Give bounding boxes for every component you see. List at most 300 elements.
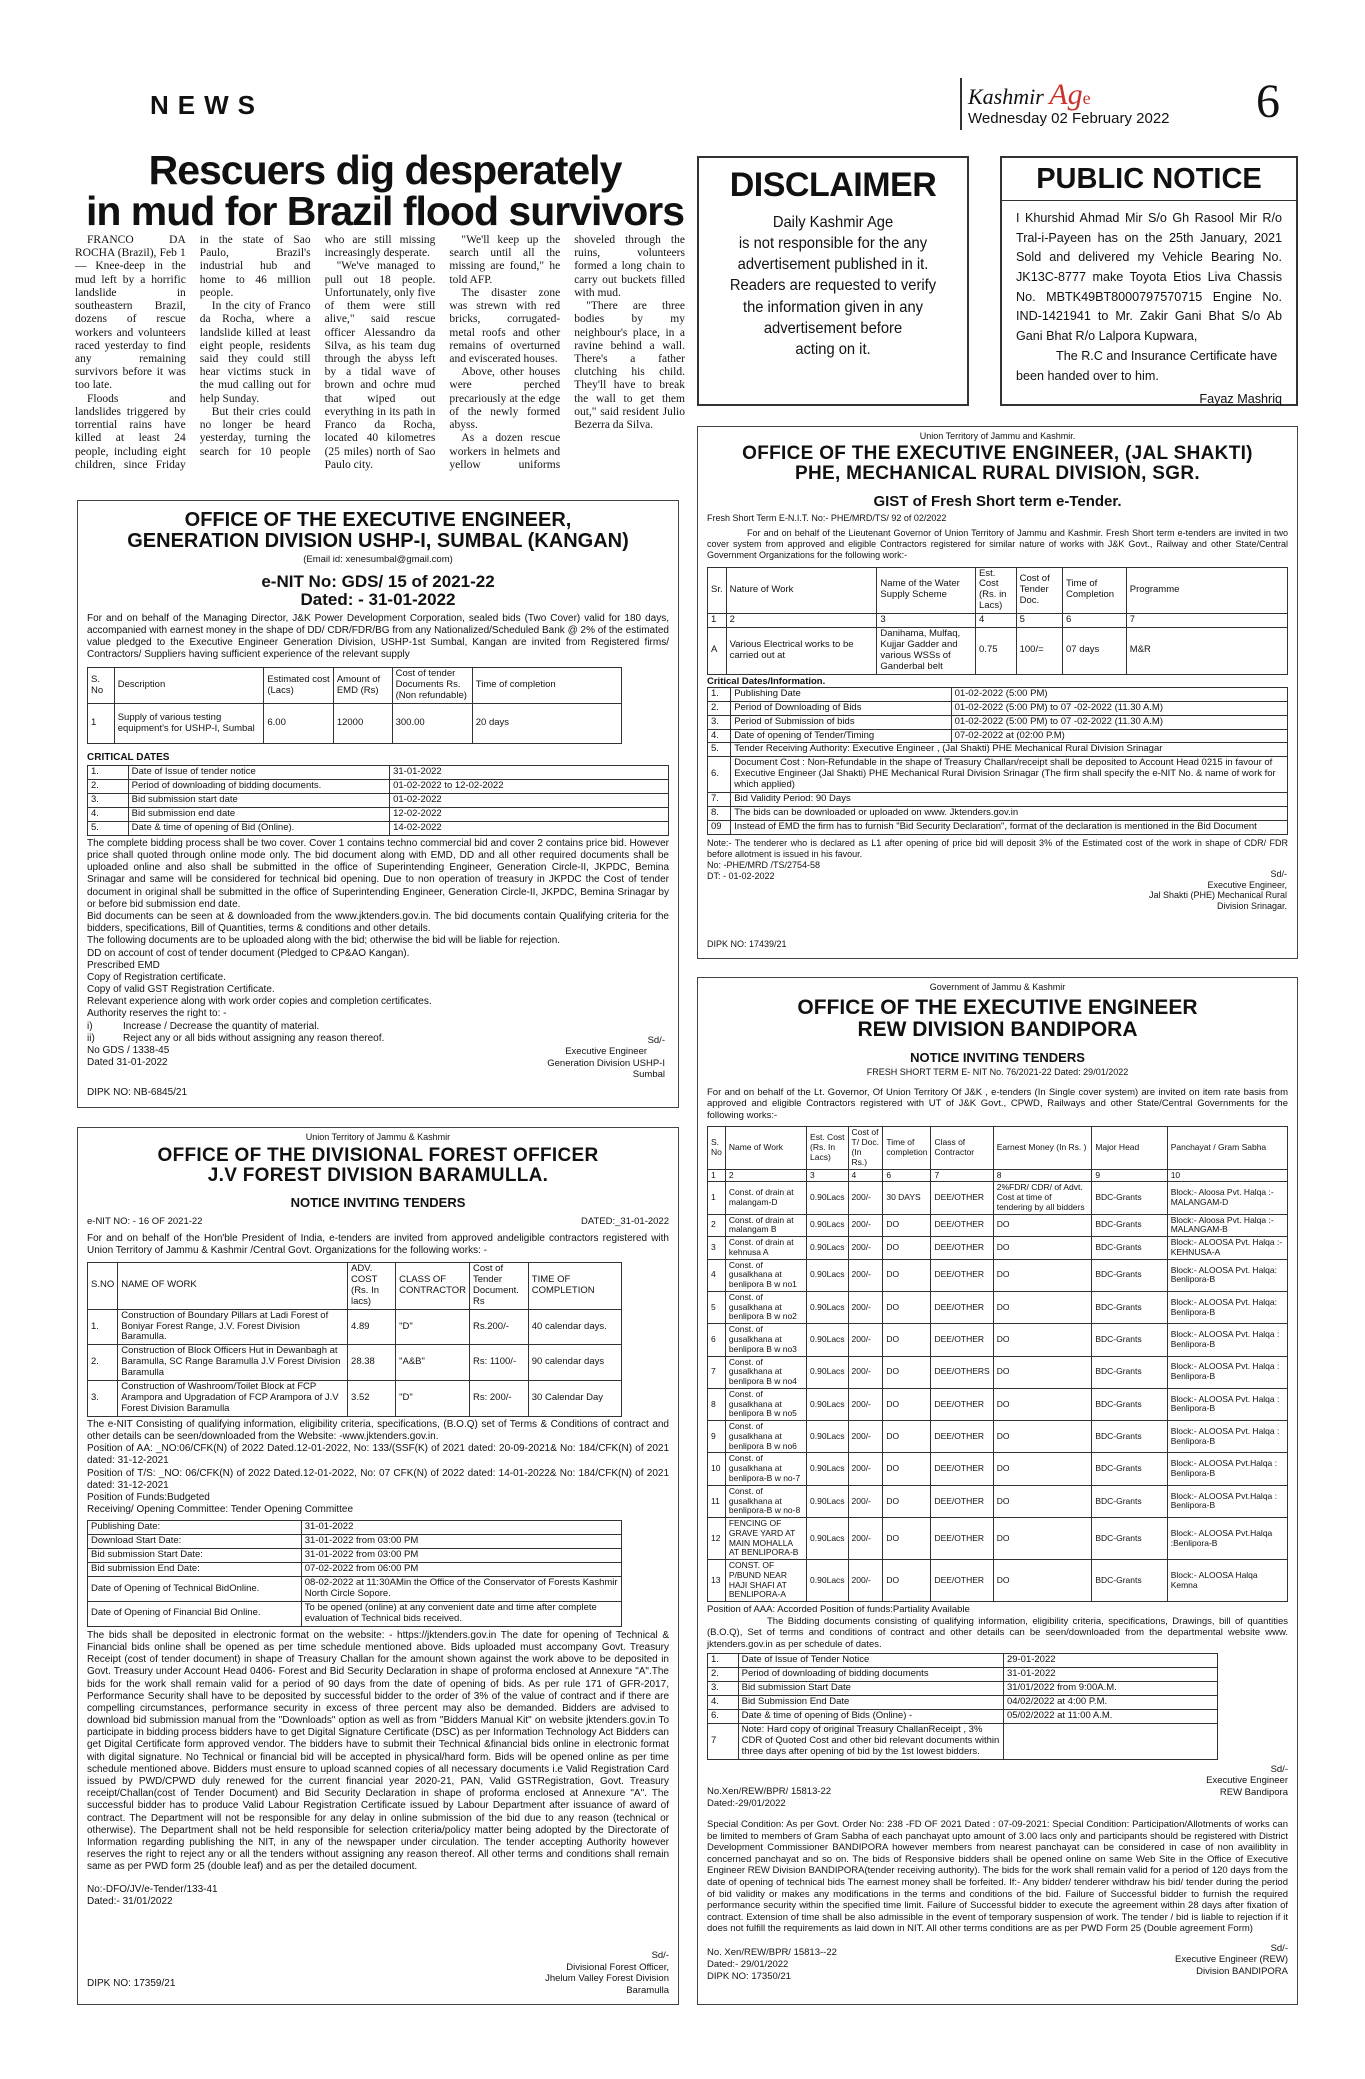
signature-line: Executive Engineer (565, 1046, 648, 1058)
table-header: Class of Contractor (931, 1127, 993, 1169)
table-cell: BDC-Grants (1092, 1214, 1167, 1237)
forest-title-1: OFFICE OF THE DIVISIONAL FOREST OFFICER (157, 1145, 599, 1166)
jalshakti-title-2: PHE, MECHANICAL RURAL DIVISION, SGR. (795, 462, 1200, 484)
forest-nit-title: NOTICE INVITING TENDERS (290, 1194, 466, 1210)
sumbal-work-table (87, 667, 622, 744)
rew-position: Position of AAA: Accorded Position of funds:Partiality Available (707, 1604, 970, 1616)
table-header: Time of Completion (1063, 567, 1127, 614)
table-cell: 7 (708, 1356, 726, 1388)
table-cell: Const. of gusalkhana at benlipora-B w no-7 (725, 1453, 806, 1485)
table-row (88, 1563, 622, 1577)
article-paragraph: The disaster zone was strewn with red bricks, corrugated-metal roofs and other remains of overturned and eviscerated houses. (449, 286, 561, 365)
table-cell: Block:- ALOOSA Pvt. Halqa: Benlipora-B (1167, 1291, 1287, 1323)
table-cell: 200/- (848, 1421, 883, 1453)
table-cell: 1 (88, 704, 115, 744)
table-cell: Bid Submission End Date (738, 1696, 1003, 1710)
table-header: Nature of Work (726, 567, 877, 614)
table-header: ADV. COST (Rs. In lacs) (348, 1262, 396, 1309)
table-cell: Download Start Date: (88, 1535, 302, 1549)
table-cell: BDC-Grants (1092, 1485, 1167, 1517)
table-cell: 0.90Lacs (807, 1356, 849, 1388)
sumbal-doc-line: Prescribed EMD (87, 959, 160, 971)
rew-work-table (707, 1126, 1288, 1602)
table-cell: DO (993, 1485, 1092, 1517)
table-cell: BDC-Grants (1092, 1560, 1167, 1602)
table-cell: 30 Calendar Day (528, 1381, 622, 1417)
table-cell: "D" (396, 1381, 470, 1417)
table-cell: DO (883, 1214, 931, 1237)
jalshakti-critical-label: Critical Dates/Information. (707, 675, 826, 687)
table-cell: BDC-Grants (1092, 1182, 1167, 1214)
table-row (708, 1356, 1288, 1388)
forest-text: Position of Funds:Budgeted (87, 1492, 210, 1503)
table-cell: Block:- ALOOSA Pvt. Halqa : Benlipora-B (1167, 1421, 1287, 1453)
signature-line: Executive Engineer, (1207, 879, 1287, 890)
disclaimer-line: the information given in any (742, 298, 924, 316)
table-cell: 29-01-2022 (1003, 1654, 1217, 1668)
table-cell: 0.90Lacs (807, 1453, 849, 1485)
table-cell: 5 (708, 1291, 726, 1323)
table-cell: Supply of various testing equipment's for USHP-I, Sumbal (114, 704, 264, 744)
table-cell: DO (883, 1237, 931, 1260)
table-cell: 07-02-2022 at (02:00 P.M) (951, 729, 1287, 743)
table-cell: Various Electrical works to be carried out at (726, 628, 877, 675)
paper-logo (968, 78, 1091, 112)
table-row (708, 1654, 1218, 1668)
jalshakti-tender-notice (697, 426, 1298, 959)
table-row (708, 701, 1288, 715)
table-cell: 0.90Lacs (807, 1485, 849, 1517)
table-cell: 40 calendar days. (528, 1309, 622, 1345)
disclaimer-box (697, 156, 969, 406)
table-row (708, 1388, 1288, 1420)
table-cell: 8. (708, 807, 731, 821)
table-cell: Rs: 200/- (469, 1381, 528, 1417)
jalshakti-nit: Fresh Short Term E-N.I.T. No:- PHE/MRD/TS/ 92 of 02/2022 (707, 512, 947, 523)
rew-title-2: REW DIVISION BANDIPORA (857, 1018, 1138, 1042)
table-cell: Const. of gusalkhana at benlipora B w no3 (725, 1324, 806, 1356)
forest-signature (545, 1950, 669, 1996)
jalshakti-signature (1149, 869, 1287, 912)
table-cell: 08-02-2022 at 11:30AMin the Office of the Conservator of Forests Kashmir North Circle Sopore. (301, 1577, 622, 1602)
table-cell: BDC-Grants (1092, 1453, 1167, 1485)
table-header: S. No (88, 668, 115, 704)
jalshakti-dipk: DIPK NO: 17439/21 (707, 939, 787, 950)
table-cell: Bid submission Start Date (738, 1682, 1003, 1696)
signature-line: Division Srinagar. (1216, 901, 1287, 912)
table-row (708, 687, 1288, 701)
table-cell: Date of Opening of Technical BidOnline. (88, 1577, 302, 1602)
forest-nit-date: DATED:_31-01-2022 (580, 1215, 669, 1227)
table-cell: Block:- Aloosa Pvt. Halqa :-MALANGAM-D (1167, 1182, 1287, 1214)
sumbal-doc-line: Copy of Registration certificate. (87, 971, 226, 983)
table-cell: M&R (1126, 628, 1287, 675)
forest-ref-no: No:-DFO/JV/e-Tender/133-41 (87, 1883, 218, 1895)
signature-line: Sd/- (1270, 1942, 1288, 1954)
table-cell: Rs.200/- (469, 1309, 528, 1345)
rew-footer (707, 1942, 1288, 1991)
table-cell: 1. (88, 1309, 118, 1345)
public-notice-title: PUBLIC NOTICE (1002, 164, 1296, 201)
table-cell: 31-01-2022 (1003, 1668, 1217, 1682)
article-paragraph: Above, other houses were perched precariously at the edge of the newly formed abyss. (449, 366, 561, 432)
sumbal-dipk: DIPK NO: NB-6845/21 (87, 1086, 188, 1098)
table-cell: 28.38 (348, 1345, 396, 1381)
table-cell: 09 (708, 821, 731, 835)
table-cell: 0.90Lacs (807, 1237, 849, 1260)
jalshakti-gist: GIST of Fresh Short term e-Tender. (873, 492, 1122, 510)
rew-ref-date-1: Dated:-29/01/2022 (707, 1797, 786, 1809)
table-row (708, 628, 1288, 675)
table-header: Cost of Tender Doc. (1016, 567, 1062, 614)
table-cell: 30 DAYS (883, 1182, 931, 1214)
article-body (75, 234, 685, 492)
table-cell: 14-02-2022 (390, 821, 669, 835)
table-header: Programme (1126, 567, 1287, 614)
table-cell: 4. (708, 729, 731, 743)
table-cell: Date of Issue of tender notice (128, 766, 389, 780)
table-cell: DEE/OTHER (931, 1388, 993, 1420)
table-row (88, 1309, 622, 1345)
rew-rows (708, 1182, 1288, 1602)
table-cell: DO (993, 1518, 1092, 1560)
table-cell: 3 (877, 614, 976, 628)
table-cell: Const. of gusalkhana at benlipora-B w no-8 (725, 1485, 806, 1517)
table-cell: DO (993, 1291, 1092, 1323)
forest-nit-line (87, 1216, 669, 1230)
table-cell: 3. (708, 1682, 739, 1696)
jalshakti-note: Note:- The tenderer who is declared as L1 after opening of price bid will deposit 3% of the Estimated cost of the work in shape of CDR/ FDR before allotment is issued in his favour. (707, 837, 1288, 859)
table-cell: 01-02-2022 (5:00 PM) (951, 687, 1287, 701)
sumbal-signature (547, 1035, 665, 1081)
page-number: 6 (1256, 75, 1280, 128)
table-cell: 12000 (333, 704, 392, 744)
table-cell: 4 (708, 1259, 726, 1291)
table-header: Name of the Water Supply Scheme (877, 567, 976, 614)
table-cell: Publishing Date (731, 687, 951, 701)
table-row (708, 1182, 1288, 1214)
rew-intro: For and on behalf of the Lt. Governor, Of Union Territory Of J&K , e-tenders (In Single cover system) are invited on item rate basis from approved and eligible Contractors registered with UT of J&K Govt., CPWD, Railways and other State/Central Governments for the following works:- (707, 1086, 1288, 1121)
signature-line: Jhelum Valley Forest Division (545, 1973, 669, 1985)
table-cell: Block:- ALOOSA Halqa Kemna (1167, 1560, 1287, 1602)
table-cell: Date & time of opening of Bids (Online) - (738, 1710, 1003, 1724)
table-cell: Const. of gusalkhana at benlipora B w no6 (725, 1421, 806, 1453)
forest-tender-notice (77, 1127, 679, 2005)
table-cell: Block:- Aloosa Pvt. Halqa :-MALANGAM-B (1167, 1214, 1287, 1237)
table-cell: 6.00 (264, 704, 333, 744)
table-row (708, 1485, 1288, 1517)
public-notice-box (1000, 156, 1298, 406)
table-row (88, 1549, 622, 1563)
table-cell: 0.90Lacs (807, 1259, 849, 1291)
signature-line: Executive Engineer (REW) (1175, 1954, 1288, 1966)
table-cell: 6. (708, 1710, 739, 1724)
paper-logo-b: Ag (1049, 78, 1083, 111)
table-row (708, 1724, 1218, 1760)
table-cell: 5 (1016, 614, 1062, 628)
table-cell: A (708, 628, 727, 675)
table-cell: 7 (1126, 614, 1287, 628)
table-row (88, 1381, 622, 1417)
rew-dipk: DIPK NO: 17350/21 (707, 1970, 791, 1982)
table-cell: 200/- (848, 1518, 883, 1560)
table-row (88, 780, 669, 794)
table-row (708, 1518, 1288, 1560)
table-cell: BDC-Grants (1092, 1518, 1167, 1560)
table-cell: "D" (396, 1309, 470, 1345)
rew-special-conditions: Special Condition: As per Govt. Order No: 238 -FD OF 2021 Dated : 07-09-2021: Special Condition: Participation/Allotments of works can be limited to members of Gram Sabha of each panchayat upto amount of 3.00 lacs only and participants should be registered with District Development Commissioner BANDIPORA however members from nearest panchayat can be considered in case of non availiblity in concerned panchayat and so on. The bids of Responsive bidders shall be opened online on same Web Site in the Office of Executive Engineer REW Division BANDIPORA(tender receiving authority). The bids for the work shall remain valid for a period of 120 days from the date of opening of technical bids The earnest money shall be forfeited. If:- Any bidder/ tenderer withdraw his bid/ tender during the period of bid validity or makes any modifications in the terms and conditions of the bid. Failure of Successful bidder to furnish the required performance security within the specified time limit. Failure of Successful bidder to execute the agreement within 28 days after fixation of contract. Extension of time shall be also admissible in the event of temporary suspension of work. The tender / bid is liable to rejection if it does not fulfill the requirements as laid down in NIT. All other terms conditions are as per PWD Form 25 (Double agreement Form) (707, 1819, 1288, 1935)
forest-ut: Union Territory of Jammu & Kashmir (305, 1132, 451, 1142)
table-cell: 20 days (472, 704, 622, 744)
rew-ref-no-1: No.Xen/REW/BPR/ 15813-22 (707, 1786, 832, 1798)
table-cell: 01-02-2022 (5:00 PM) to 07 -02-2022 (11.30 A.M) (951, 701, 1287, 715)
table-cell: 0.90Lacs (807, 1560, 849, 1602)
table-cell: Const. of gusalkhana at benlipora B w no5 (725, 1388, 806, 1420)
table-cell: 7 (708, 1724, 739, 1760)
table-cell: Const. of drain at malangam B (725, 1214, 806, 1237)
sumbal-title-2: GENERATION DIVISION USHP-I, SUMBAL (KANGAN) (127, 530, 629, 552)
table-cell: 10 (1167, 1169, 1287, 1182)
jalshakti-intro: For and on behalf of the Lieutenant Governor of Union Territory of Jammu and Kashmir. Fresh Short term e-tenders are invited in two cover system from approved and eligible Contractors registered for similar nature of works with J&K Govt., Railway and other State/Central Government Organizations for the following work:- (707, 527, 1288, 560)
list-marker: i) (87, 1020, 93, 1032)
table-cell: 200/- (848, 1237, 883, 1260)
disclaimer-text (710, 212, 957, 361)
disclaimer-line: advertisement before (763, 320, 903, 338)
table-cell: DEE/OTHER (931, 1259, 993, 1291)
signature-line: REW Bandipora (1219, 1786, 1288, 1798)
article-paragraph: In the city of Franco da Rocha, where a landslide killed at least eight people, residents said they could still hear victims stuck in the mud calling out for help Sunday. (199, 300, 311, 405)
table-cell: 2. (88, 1345, 118, 1381)
signature-line: Sumbal (632, 1069, 665, 1081)
table-cell: 2%FDR/ CDR/ of Advt. Cost at time of tendering by all bidders (993, 1182, 1092, 1214)
table-cell: BDC-Grants (1092, 1388, 1167, 1420)
signature-line: Executive Engineer (1206, 1775, 1288, 1787)
table-cell: 4 (976, 614, 1017, 628)
table-cell: Construction of Washroom/Toilet Block at FCP Arampora and Upgradation of FCP Arampora of J.V Forest Division Baramulla (118, 1381, 348, 1417)
table-row (88, 704, 622, 744)
table-cell: 0.90Lacs (807, 1182, 849, 1214)
table-cell: 200/- (848, 1388, 883, 1420)
table-cell: Period of downloading of bidding documents (738, 1668, 1003, 1682)
table-cell: 0.90Lacs (807, 1421, 849, 1453)
sumbal-doc-line: Authority reserves the right to: - (87, 1008, 227, 1020)
table-cell: DEE/OTHER (931, 1182, 993, 1214)
table-header-row (708, 567, 1288, 614)
table-cell: BDC-Grants (1092, 1324, 1167, 1356)
headline-line-2: in mud for Brazil flood survivors (85, 188, 684, 234)
table-cell: Period of downloading of bidding documents. (128, 780, 389, 794)
table-cell: 12-02-2022 (390, 807, 669, 821)
table-cell: 6 (883, 1169, 931, 1182)
table-row (88, 821, 669, 835)
table-cell: 4.89 (348, 1309, 396, 1345)
table-cell: 31-01-2022 (301, 1521, 622, 1535)
table-row (708, 1668, 1218, 1682)
table-cell: Danihama, Mulfaq, Kujjar Gadder and various WSSs of Ganderbal belt (877, 628, 976, 675)
table-cell: 31-01-2022 from 03:00 PM (301, 1535, 622, 1549)
table-header: Amount of EMD (Rs) (333, 668, 392, 704)
table-header: Sr. (708, 567, 727, 614)
table-row (708, 743, 1288, 757)
forest-terms: The bids shall be deposited in electronic format on the website: - https://jktenders.gov.in The date for opening of Technical & Financial bids online shall be opened as per time schedule mentioned above. Bids uploaded must accompany Govt. Treasury Receipt (cost of tender document) in shape of Treasury Challan for the amount shown against the work above to be deposited in Govt. Treasury under Account Head 0406- Forest and Bid Security Declaration in shape of proforma enclosed at Annexure "A".The bids for the work shall remain valid for a period of 90 days from the date of opening of bids. As per rule 171 of GFR-2017, Performance Security shall have to be deposited by successful bidder to the order of 3% of the value of contract and if there are compelling circumstances, performance security in excess of three percent may also be demanded. Bidders are advised to download bid submission manual from the "Downloads" option as well as from "Bidders Manual Kit" on website jktenders.gov.in To participate in bidding process bidders have to get Digital Signature Certificate (DSC) as per Information Technology Act Bidders can get Digital Certificate form approved vendor. The bidders have to submit their Technical &financial bids online in electronic format with digital signature. No Technical or financial bid will be accepted in physical/hard form. Bids will be opened online as per time schedule mentioned above. Bidders must ensure to upload scanned copies of all necessary documents i.e Valid Registration Card issued by PWD/CPWD duly renewed for the current financial year 2020-21, PAN, Valid GSTRegistration, Govt. Treasury receipt/Challan(cost of Tender Document) and Bid Security Declaration in shape of proforma enclosed at Annexure "A". The successful bidder has to produce Valid Labour Registration Certificate issued by Labour Department after issuance of award of contract. The Department will not be responsible for any delay in online submission of the bid due to any reason (technical or otherwise). The Department shall not be held responsible for selection criteria/policy matter being adopted by the Directorate of Information regarding publishing the NIT, in any of the newspaper under circulation. The tender accepting Authority however reserves the right to reject any or all the tenders without assigning any reason thereof. All other terms and conditions shall remain same as per PWD form 25 (double leaf) and as per the detailed document. (87, 1629, 669, 1873)
table-cell: DO (993, 1560, 1092, 1602)
table-header: Major Head (1092, 1127, 1167, 1169)
article-paragraph: "There are three bodies by my neighbour's place, in a ravine behind a wall. There's a father clutching his child. They'll have to break the wall to get them out," said resident Julio Bezerra da Silva. (574, 300, 685, 432)
jalshakti-ref-no: No: -PHE/MRD /TS/2754-58 (707, 859, 821, 870)
forest-nit-no: e-NIT NO: - 16 OF 2021-22 (87, 1215, 203, 1227)
sumbal-right-item (87, 1021, 669, 1033)
table-row (708, 793, 1288, 807)
table-cell: 9 (708, 1421, 726, 1453)
sumbal-doc-line: Relevant experience along with work order copies and completion certificates. (87, 996, 432, 1008)
rew-gov: Government of Jammu & Kashmir (929, 982, 1066, 992)
masthead-divider (960, 78, 962, 130)
rew-dates-table (707, 1653, 1218, 1759)
table-cell: 13 (708, 1560, 726, 1602)
disclaimer-line: Daily Kashmir Age (772, 213, 894, 231)
table-cell: 2. (708, 701, 731, 715)
rew-ref-no-2: No. Xen/REW/BPR/ 15813--22 (707, 1946, 837, 1958)
table-cell: 200/- (848, 1214, 883, 1237)
table-cell: DEE/OTHER (931, 1214, 993, 1237)
table-cell: Const. of drain at kehnusa A (725, 1237, 806, 1260)
sumbal-doc-line: The following documents are to be uploaded along with the bid; otherwise the bid will be liable for rejection. (87, 935, 561, 947)
forest-text: Receiving/ Opening Committee: Tender Opening Committee (87, 1504, 354, 1516)
list-text: Increase / Decrease the quantity of material. (123, 1020, 320, 1032)
table-cell: Block:- ALOOSA Pvt. Halqa : Benlipora-B (1167, 1356, 1287, 1388)
table-row (708, 1324, 1288, 1356)
forest-title-2: J.V FOREST DIVISION BARAMULLA. (207, 1164, 549, 1186)
table-cell: 10 (708, 1453, 726, 1485)
table-row (708, 715, 1288, 729)
table-cell: 6 (708, 1324, 726, 1356)
table-cell: Bid submission End Date: (88, 1563, 302, 1577)
table-cell: DO (993, 1259, 1092, 1291)
table-cell: Date of opening of Tender/Timing (731, 729, 951, 743)
table-header: CLASS OF CONTRACTOR (396, 1262, 470, 1309)
table-cell: 6. (708, 757, 731, 793)
table-cell: 01-02-2022 to 12-02-2022 (390, 780, 669, 794)
table-cell: 3 (807, 1169, 849, 1182)
signature-line: Baramulla (626, 1984, 669, 1996)
table-header: TIME OF COMPLETION (528, 1262, 622, 1309)
sumbal-doc-line: DD on account of cost of tender document (Pledged to CP&AO Kangan). (87, 947, 410, 959)
table-row (88, 1535, 622, 1549)
table-cell: DO (883, 1453, 931, 1485)
public-notice-sign: Fayaz Mashriq (1199, 392, 1282, 407)
article-paragraph: "We'll keep up the search until all the missing are found," he told AFP. (449, 234, 561, 286)
table-row (88, 807, 669, 821)
table-cell: BDC-Grants (1092, 1356, 1167, 1388)
rew-signature-2 (1175, 1943, 1288, 1977)
table-cell: 05/02/2022 at 11:00 A.M. (1003, 1710, 1217, 1724)
table-header: Estimated cost (Lacs) (264, 668, 333, 704)
table-cell: BDC-Grants (1092, 1421, 1167, 1453)
table-cell: Bid submission start date (128, 794, 389, 808)
table-cell: Document Cost : Non-Refundable in the shape of Treasury Challan/receipt shall be deposited to Account Head 0215 in favour of Executive Engineer (Jal Shakti) PHE Mechanical Rural Division Srinagar (The firm shall specify the e-NIT No. & name of work for which applied) (731, 757, 1288, 793)
rew-tender-notice (697, 977, 1298, 2005)
table-cell: 8 (708, 1388, 726, 1420)
table-header-row (88, 1262, 622, 1309)
table-cell: Date & time of opening of Bid (Online). (128, 821, 389, 835)
table-cell: 0.90Lacs (807, 1291, 849, 1323)
table-row (708, 807, 1288, 821)
table-cell: To be opened (online) at any convenient date and time after complete evaluation of Technical bids received. (301, 1601, 622, 1626)
table-cell: Block:- ALOOSA Pvt.Halqa : Benlipora-B (1167, 1453, 1287, 1485)
table-cell: 3. (88, 1381, 118, 1417)
table-cell: 7. (708, 793, 731, 807)
table-row (708, 1259, 1288, 1291)
article-paragraph: As a dozen rescue workers in helmets and yellow uniforms shoveled through the ruins, volunteers formed a long chain to carry out buckets filled with mud. (449, 234, 685, 471)
table-cell: 90 calendar days (528, 1345, 622, 1381)
table-cell: 9 (1092, 1169, 1167, 1182)
table-cell: BDC-Grants (1092, 1237, 1167, 1260)
table-cell: 1 (708, 614, 727, 628)
table-row (708, 1237, 1288, 1260)
rew-bidding-docs: The Bidding documents consisting of qualifying information, eligibility criteria, specifications, Drawings, bill of quantities (B.O.Q), Set of terms and conditions of contract and other details can be seen/downloaded from the departmental website www. jktenders.gov.in as per schedule of dates. (707, 1615, 1288, 1650)
disclaimer-line: acting on it. (795, 341, 871, 359)
rew-nit: FRESH SHORT TERM E- NIT No. 76/2021-22 Dated: 29/01/2022 (866, 1066, 1129, 1077)
table-cell: DO (993, 1453, 1092, 1485)
forest-dates-table (87, 1520, 622, 1626)
table-row (88, 766, 669, 780)
table-cell: DEE/OTHER (931, 1518, 993, 1560)
table-header: S.NO (88, 1262, 118, 1309)
table-header-row (88, 668, 622, 704)
sumbal-critical-label: CRITICAL DATES (87, 752, 170, 764)
table-cell: 01-02-2022 (5:00 PM) to 07 -02-2022 (11.30 A.M) (951, 715, 1287, 729)
rew-nit-title: NOTICE INVITING TENDERS (910, 1050, 1085, 1066)
sumbal-email: (Email id: xenesumbal@gmail.com) (303, 554, 453, 565)
headline (80, 147, 690, 234)
table-cell: 2 (708, 1214, 726, 1237)
table-cell: "A&B" (396, 1345, 470, 1381)
table-cell: 200/- (848, 1324, 883, 1356)
headline-line-1: Rescuers dig desperately (148, 147, 622, 193)
jalshakti-ref-date: DT: - 01-02-2022 (707, 870, 775, 881)
table-row (708, 729, 1288, 743)
table-cell: DO (883, 1259, 931, 1291)
table-row (708, 1421, 1288, 1453)
disclaimer-line: Readers are requested to verify (729, 277, 937, 295)
forest-intro: For and on behalf of the Hon'ble President of India, e-tenders are invited from approved andeligible contractors registered with Union Territory of Jammu & Kashmir /Central Govt. Organizations for the following works: - (87, 1232, 669, 1256)
table-cell: 1. (708, 1654, 739, 1668)
table-row (708, 614, 1288, 628)
table-cell: 4 (848, 1169, 883, 1182)
table-row (88, 794, 669, 808)
table-cell: 2 (726, 614, 877, 628)
table-cell: 0.90Lacs (807, 1324, 849, 1356)
table-row (708, 1169, 1288, 1182)
issue-date: Wednesday 02 February 2022 (968, 110, 1170, 127)
table-cell: DO (883, 1560, 931, 1602)
table-cell: Block:- ALOOSA Pvt. Halqa: Benlipora-B (1167, 1259, 1287, 1291)
table-cell: Period of Submission of bids (731, 715, 951, 729)
list-text: Reject any or all bids without assigning any reason thereof. (123, 1032, 385, 1044)
table-cell: Block:- ALOOSA Pvt. Halqa : Benlipora-B (1167, 1388, 1287, 1420)
table-cell: 0.90Lacs (807, 1518, 849, 1560)
table-cell: DEE/OTHER (931, 1453, 993, 1485)
table-header: S. No (708, 1127, 726, 1169)
table-cell: Period of Downloading of Bids (731, 701, 951, 715)
table-cell: DEE/OTHER (931, 1324, 993, 1356)
table-cell: DO (993, 1388, 1092, 1420)
sumbal-dates-table (87, 765, 669, 836)
forest-ref-date: Dated:- 31/01/2022 (87, 1895, 173, 1907)
table-cell: Construction of Boundary Pillars at Ladi Forest of Boniyar Forest Range, J.V. Forest Division Baramulla. (118, 1309, 348, 1345)
table-row (708, 1560, 1288, 1602)
jalshakti-work-table (707, 567, 1288, 675)
